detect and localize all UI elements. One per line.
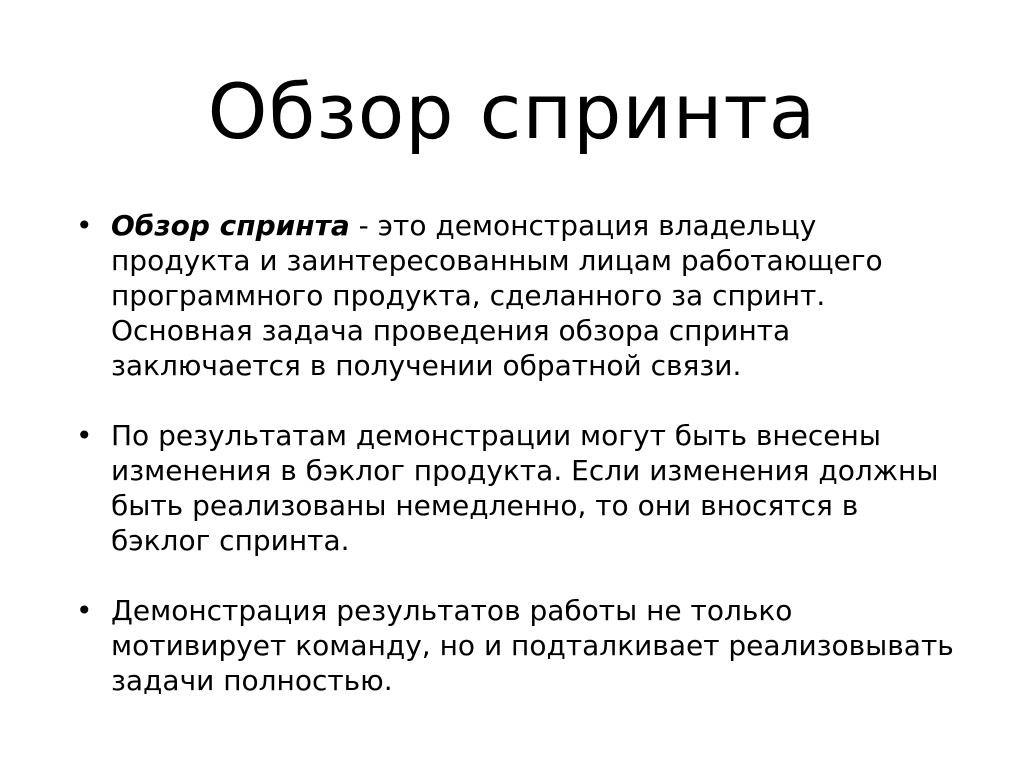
bullet-list	[76, 208, 956, 733]
bullet-dot-icon: •	[76, 419, 93, 452]
bullet-item-backlog-changes	[76, 418, 956, 558]
bullet-text: - это демонстрация владельцу продукта и заинтересованным лицам работающего программного продукта, сделанного за спринт. Основная задача проведения обзора спринта заключается в получении обратной связи.	[111, 209, 883, 382]
bullet-item-definition	[76, 208, 956, 383]
bullet-dot-icon: •	[76, 594, 93, 627]
bullet-dot-icon: •	[76, 209, 93, 242]
bullet-term: Обзор спринта	[111, 209, 350, 242]
slide-title: Обзор спринта	[207, 67, 817, 156]
bullet-item-motivation	[76, 593, 956, 698]
bullet-text: По результатам демонстрации могут быть внесены изменения в бэклог продукта. Если изменения должны быть реализованы немедленно, то они вносятся в бэклог спринта.	[111, 419, 939, 557]
bullet-text: Демонстрация результатов работы не только мотивирует команду, но и подталкивает реализовывать задачи полностью.	[111, 594, 954, 697]
